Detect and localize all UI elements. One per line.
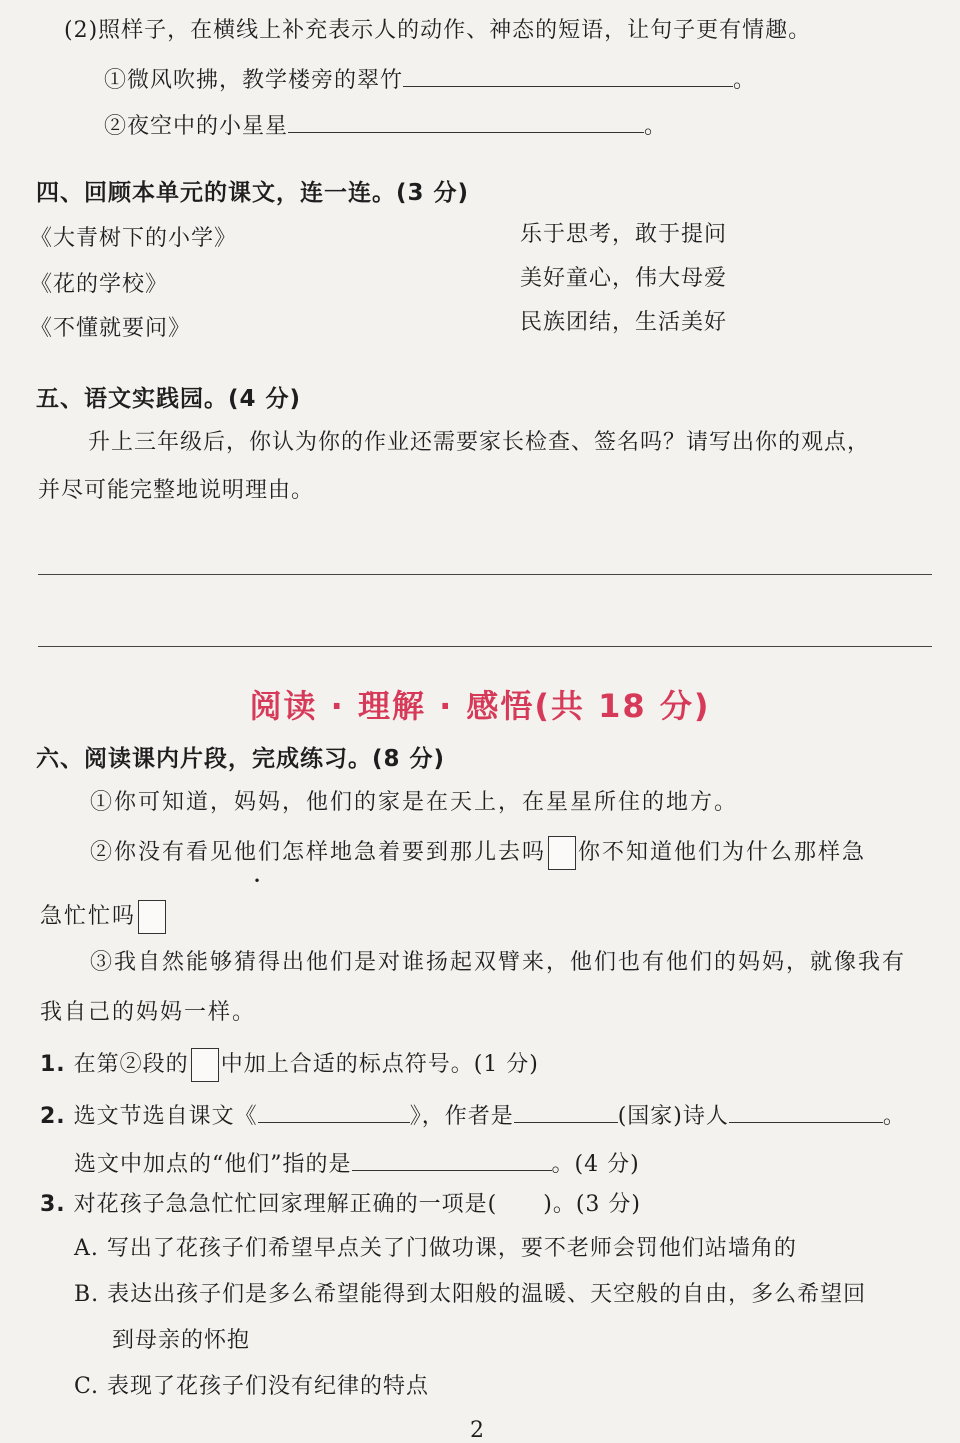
q3-number: 3. [40, 1192, 66, 1217]
q1-box [191, 1048, 219, 1082]
match-right-3[interactable]: 民族团结，生活美好 [520, 310, 728, 335]
answer-line-1[interactable] [38, 574, 932, 575]
section5-title: 五、语文实践园。(4 分) [36, 386, 302, 412]
part2-item1-text: ①微风吹拂，教学楼旁的翠竹 [104, 68, 404, 93]
they-refer-blank[interactable] [352, 1146, 552, 1171]
question-3 [40, 1190, 641, 1220]
question-1 [40, 1048, 539, 1082]
period: 。 [733, 68, 757, 93]
q2-text-b: 》，作者是 [409, 1104, 514, 1129]
q2-line2-a: 选文中加点的“他们”指的是 [74, 1152, 352, 1177]
answer-blank[interactable] [403, 62, 733, 87]
section6-title: 六、阅读课内片段，完成练习。(8 分) [36, 746, 446, 772]
question-2 [40, 1098, 906, 1132]
q1-text-a: 在第②段的 [73, 1052, 189, 1077]
q3-stem: 对花孩子急急忙忙回家理解正确的一项是( )。(3 分) [73, 1192, 641, 1217]
option-b-cont: 到母亲的怀抱 [112, 1328, 251, 1353]
q2-text-c: (国家)诗人 [617, 1104, 729, 1129]
part2-item2-text: ②夜空中的小星星 [104, 114, 289, 139]
option-c[interactable]: C. 表现了花孩子们没有纪律的特点 [74, 1374, 430, 1399]
section5-para-line2: 并尽可能完整地说明理由。 [38, 478, 315, 503]
passage-p2 [90, 836, 866, 870]
punctuation-box-1[interactable] [548, 836, 576, 870]
option-a[interactable]: A. 写出了花孩子们希望早点关了门做功课，要不老师会罚他们站墙角的 [74, 1236, 797, 1261]
passage-p3-line1: ③我自然能够猜得出他们是对谁扬起双臂来，他们也有他们的妈妈，就像我有 [90, 950, 907, 975]
answer-blank[interactable] [288, 108, 644, 133]
lesson-title-blank[interactable] [258, 1098, 410, 1123]
passage-p2-b: 怎样地急着要到那儿去吗 [282, 840, 547, 865]
part2-instruction: (2)照样子，在横线上补充表示人的动作、神态的短语，让句子更有情趣。 [64, 18, 812, 43]
match-left-3[interactable]: 《不懂就要问》 [30, 316, 192, 341]
dotted-word-they: 他们 [234, 840, 283, 865]
part2-item1 [104, 62, 756, 96]
passage-p3-line2: 我自己的妈妈一样。 [40, 1000, 257, 1025]
section4-title: 四、回顾本单元的课文，连一连。(3 分) [36, 180, 470, 206]
q2-text-d: 。 [882, 1104, 906, 1129]
section5-para-line1: 升上三年级后，你认为你的作业还需要家长检查、签名吗？请写出你的观点， [88, 430, 871, 455]
passage-p2-c: 你不知道他们为什么那样急 [578, 840, 867, 865]
option-b[interactable]: B. 表达出孩子们是多么希望能得到太阳般的温暖、天空般的自由，多么希望回 [74, 1282, 867, 1307]
q2-line2-b: 。(4 分) [551, 1152, 640, 1177]
q2-number: 2. [40, 1104, 66, 1129]
q1-text-b: 中加上合适的标点符号。(1 分) [220, 1052, 539, 1077]
author-blank[interactable] [514, 1098, 618, 1123]
part2-item2 [104, 108, 667, 142]
passage-p2-cont [40, 900, 168, 934]
period: 。 [644, 114, 668, 139]
match-right-2[interactable]: 美好童心，伟大母爱 [520, 266, 728, 291]
passage-p2-d: 急忙忙吗 [40, 904, 137, 929]
q1-number: 1. [40, 1052, 66, 1077]
passage-p2-a: ②你没有看见 [90, 840, 235, 865]
q2-text-a: 选文节选自课文《 [73, 1104, 258, 1129]
poet-blank[interactable] [729, 1098, 883, 1123]
question-2-line2 [74, 1146, 640, 1180]
match-right-1[interactable]: 乐于思考，敢于提问 [520, 222, 728, 247]
answer-line-2[interactable] [38, 646, 932, 647]
match-left-2[interactable]: 《花的学校》 [30, 272, 169, 297]
punctuation-box-2[interactable] [138, 900, 166, 934]
reading-section-title: 阅读 · 理解 · 感悟(共 18 分) [249, 687, 711, 725]
match-left-1[interactable]: 《大青树下的小学》 [30, 226, 238, 251]
page-number: 2 [470, 1418, 484, 1443]
passage-p1: ①你可知道，妈妈，他们的家是在天上，在星星所住的地方。 [90, 790, 739, 815]
